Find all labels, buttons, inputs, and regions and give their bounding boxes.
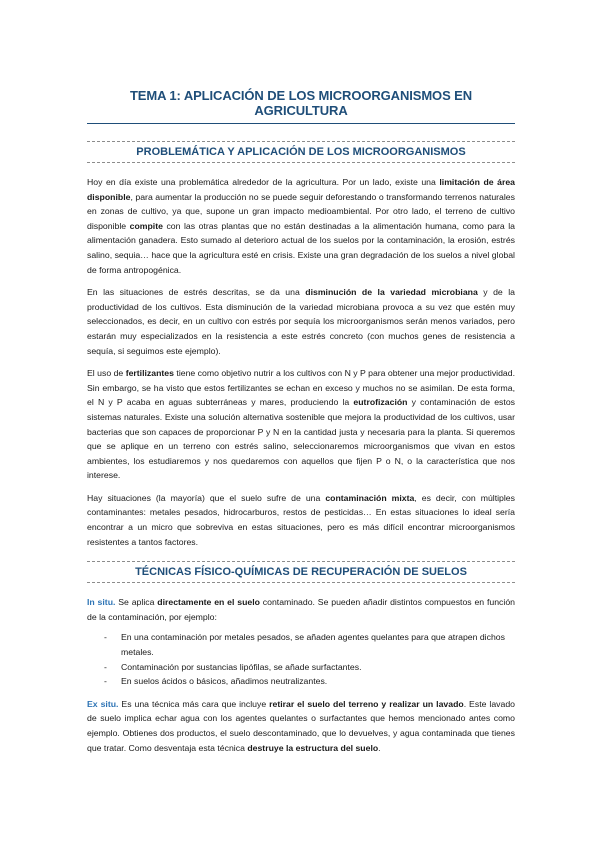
dash-bullet: - <box>104 676 107 687</box>
paragraph-fertilizantes <box>87 366 515 483</box>
paragraph-estres <box>87 285 515 358</box>
list-item <box>87 660 515 675</box>
in-situ-list <box>87 630 515 688</box>
document-page <box>87 88 515 755</box>
text-run: tiene como objetivo nutrir a los cultivos con N y P para obtener una mejor productividad. Sin embargo, se ha visto que estos fertilizantes se echan en exceso y muchos no se asimilan. De esta forma, el N y P acaba en aguas subterráneas y mares, produciendo la <box>87 368 515 408</box>
section-heading-problematica: PROBLEMÁTICA Y APLICACIÓN DE LOS MICROORGANISMOS <box>87 141 515 163</box>
paragraph-ex-situ <box>87 697 515 755</box>
list-item-text: En una contaminación por metales pesados, se añaden agentes quelantes para que atrapen dichos metales. <box>121 632 505 658</box>
text-run: , es decir, con múltiples contaminantes: metales pesados, hidrocarburos, restos de pesticidas… En estas situaciones lo ideal sería encontrar a un micro que sobreviva en estas situaciones, pero es más difícil encontrar microorganismos resistentes a tantos factores. <box>87 492 515 547</box>
in-situ-label: In situ. <box>87 597 116 608</box>
bold-run: directamente en el suelo <box>157 597 260 608</box>
paragraph-contaminacion-mixta <box>87 491 515 549</box>
paragraph-limitacion <box>87 175 515 277</box>
text-run: con las otras plantas que no están destinadas a la alimentación humana, como para la alimentación ganadera. Esto sumado al deterioro actual de los suelos por la contaminación, la erosión, estrés salino, sequia… hace que la agricultura esté en crisis. Existe una gran degradación de los suelos a nivel global de forma antropogénica. <box>87 220 515 275</box>
text-run: El uso de <box>87 368 126 379</box>
bold-run: eutrofización <box>353 397 408 408</box>
bold-run: contaminación mixta <box>325 492 415 503</box>
list-item <box>87 630 515 659</box>
document-title: TEMA 1: APLICACIÓN DE LOS MICROORGANISMOS EN AGRICULTURA <box>87 88 515 124</box>
text-run: y contaminación de estos sistemas naturales. Existe una solución alternativa sostenible que mejora la productividad de los cultivos, usar bacterias que son capaces de proporcionar P y N en la cantidad justa y necesaria para la planta. Si queremos que se aplique en un terreno con estrés salino, seleccionaremos microorganismos que vivan en estos ambientes, los estudiaremos y nos quedaremos con aquellos que fijen P o N, o la característica que nos interese. <box>87 397 515 481</box>
text-run: En las situaciones de estrés descritas, se da una <box>87 287 306 298</box>
section-heading-tecnicas: TÉCNICAS FÍSICO-QUÍMICAS DE RECUPERACIÓN DE SUELOS <box>87 561 515 583</box>
bold-run: disminución de la variedad microbiana <box>305 287 478 298</box>
list-item-text: En suelos ácidos o básicos, añadimos neutralizantes. <box>121 676 328 687</box>
text-run: Es una técnica más cara que incluye <box>118 698 270 709</box>
text-run: Hay situaciones (la mayoría) que el suelo sufre de una <box>87 492 326 503</box>
text-run: Se aplica <box>115 597 158 608</box>
bold-run: destruye la estructura del suelo <box>247 742 379 753</box>
text-run: , para aumentar la producción no se puede seguir deforestando o transformando terrenos naturales en zonas de cultivo, ya que, supone un gran impacto medioambiental. Por otro lado, el terreno de cultivo disponible <box>87 191 515 231</box>
text-run: Hoy en día existe una problemática alrededor de la agricultura. Por un lado, existe una <box>87 177 440 187</box>
bold-run: fertilizantes <box>125 368 174 379</box>
list-item <box>87 674 515 689</box>
dash-bullet: - <box>104 632 107 643</box>
text-run: . <box>378 742 381 753</box>
dash-bullet: - <box>104 661 107 672</box>
ex-situ-label: Ex situ. <box>87 698 119 709</box>
paragraph-in-situ <box>87 595 515 624</box>
text-run: contaminado. Se pueden añadir distintos compuestos en función de la contaminación, por ejemplo: <box>87 597 515 622</box>
text-run: . Este lavado de suelo implica echar agua con los agentes quelantes o surfactantes que hemos mencionado antes como ejemplo. Obtienes dos productos, el suelo descontaminado, que lo devuelves, y agua contaminada que tienes que tratar. Como desventaja esta técnica <box>87 698 515 753</box>
list-item-text: Contaminación por sustancias lipófilas, se añade surfactantes. <box>121 661 362 672</box>
bold-run: limitación de área disponible <box>87 177 515 202</box>
bold-run: compite <box>129 220 163 231</box>
bold-run: retirar el suelo del terreno y realizar un lavado <box>269 698 464 709</box>
text-run: y de la productividad de los cultivos. Esta disminución de la variedad microbiana provoca a su vez que estén muy seleccionados, es decir, en un cultivo con estrés por sequía los microorganismos serán menos variados, pero estarán muy especializados en la resistencia a este estrés concreto (con muchos genes de resistencia a sequía, si seguimos este ejemplo). <box>87 287 515 356</box>
